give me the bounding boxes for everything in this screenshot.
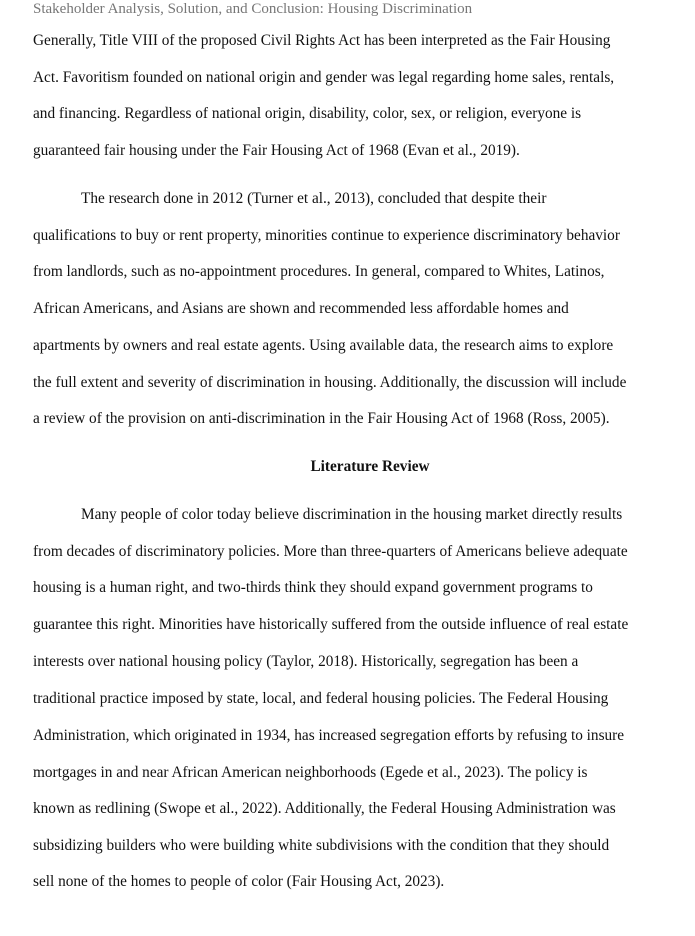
- section-heading: Literature Review: [310, 458, 430, 475]
- paragraph-2-line: the full extent and severity of discrimination in housing. Additionally, the discussion will include: [33, 374, 627, 391]
- paragraph-3-line: subsidizing builders who were building white subdivisions with the condition that they should: [33, 837, 610, 854]
- paragraph-3-line: sell none of the homes to people of color (Fair Housing Act, 2023).: [33, 873, 445, 890]
- paragraph-3-line: housing is a human right, and two-thirds think they should expand government programs to: [33, 579, 593, 596]
- paragraph-1-line: and financing. Regardless of national origin, disability, color, sex, or religion, everyone is: [33, 105, 582, 122]
- paragraph-3-line: mortgages in and near African American neighborhoods (Egede et al., 2023). The policy is: [33, 764, 588, 781]
- paragraph-2-line: apartments by owners and real estate agents. Using available data, the research aims to explore: [33, 337, 614, 354]
- paragraph-3-line: from decades of discriminatory policies. More than three-quarters of Americans believe adequate: [33, 543, 628, 560]
- paragraph-3-line: Many people of color today believe discrimination in the housing market directly results: [81, 506, 623, 523]
- running-header: Stakeholder Analysis, Solution, and Conclusion: Housing Discrimination: [33, 1, 473, 17]
- paragraph-3-line: Administration, which originated in 1934, has increased segregation efforts by refusing to insure: [33, 727, 625, 744]
- paragraph-1-line: guaranteed fair housing under the Fair Housing Act of 1968 (Evan et al., 2019).: [33, 142, 520, 159]
- paragraph-2-line: qualifications to buy or rent property, minorities continue to experience discriminatory behavior: [33, 227, 620, 244]
- paragraph-1-line: Act. Favoritism founded on national origin and gender was legal regarding home sales, rentals,: [33, 69, 615, 86]
- paragraph-2-line: a review of the provision on anti-discrimination in the Fair Housing Act of 1968 (Ross, 2005).: [33, 410, 610, 427]
- paragraph-3-line: interests over national housing policy (Taylor, 2018). Historically, segregation has been a: [33, 653, 579, 670]
- paragraph-2-line: from landlords, such as no-appointment procedures. In general, compared to Whites, Latinos,: [33, 263, 605, 280]
- paragraph-1-line: Generally, Title VIII of the proposed Civil Rights Act has been interpreted as the Fair Housing: [33, 32, 611, 49]
- paragraph-3-line: known as redlining (Swope et al., 2022). Additionally, the Federal Housing Administration was: [33, 800, 616, 817]
- paragraph-3-line: traditional practice imposed by state, local, and federal housing policies. The Federal Housing: [33, 690, 609, 707]
- paragraph-3-line: guarantee this right. Minorities have historically suffered from the outside influence of real estate: [33, 616, 629, 633]
- paragraph-2-line: The research done in 2012 (Turner et al., 2013), concluded that despite their: [81, 190, 547, 207]
- paragraph-2-line: African Americans, and Asians are shown and recommended less affordable homes and: [33, 300, 569, 317]
